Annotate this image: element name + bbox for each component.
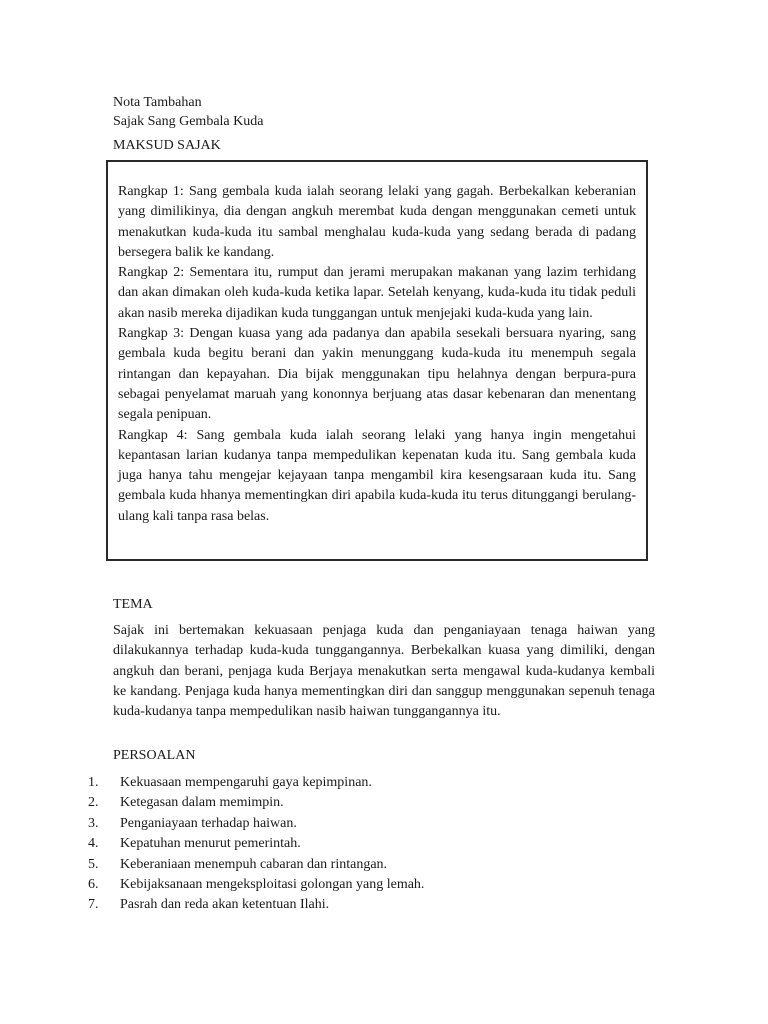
stanza-2-text: Rangkap 2: Sementara itu, rumput dan jerami merupakan makanan yang lazim terhidang dan akan dimakan oleh kuda-kuda ketika lapar. Setelah kenyang, kuda-kuda itu tidak peduli akan nasib mereka dijadikan kuda tunggangan untuk menjejaki kuda-kuda yang lain.	[118, 265, 636, 321]
list-item-number: 2.	[88, 795, 99, 811]
tema-text: Sajak ini bertemakan kekuasaan penjaga kuda dan penganiayaan tenaga haiwan yang dilakukannya terhadap kuda-kuda tunggangannya. Berbekalkan kuasa yang dimiliki, dengan angkuh dan berani, penjaga kuda Berjaya menakutkan serta mengawal kuda-kudanya kembali ke kandang. Penjaga kuda hanya mementingkan diri dan sanggup menggunakan sepenuh tenaga kuda-kudanya tanpa mempedulikan nasib haiwan tunggangannya itu.	[113, 623, 655, 720]
persoalan-heading: PERSOALAN	[113, 748, 196, 763]
list-item	[88, 875, 424, 895]
stanza-3-text: Rangkap 3: Dengan kuasa yang ada padanya dan apabila sesekali bersuara nyaring, sang gembala kuda begitu berani dan yakin menunggang kuda-kuda itu menempuh segala rintangan dan kepayahan. Dia bijak menggunakan tipu helahnya dengan berpura-pura sebagai penyelamat maruah yang kononnya berjuang atas dasar kebenaran dan menentang segala penipuan.	[118, 326, 636, 423]
tema-heading: TEMA	[113, 597, 153, 612]
maksud-box	[106, 160, 648, 561]
list-item	[88, 793, 424, 813]
list-item-text: Kekuasaan mempengaruhi gaya kepimpinan.	[120, 775, 372, 790]
list-item-number: 6.	[88, 877, 99, 893]
persoalan-list	[88, 773, 424, 916]
stanza-4-text: Rangkap 4: Sang gembala kuda ialah seorang lelaki yang hanya ingin mengetahui kepantasan larian kudanya tanpa mempedulikan kepenatan kuda itu. Sang gembala kuda juga hanya tahu mengejar kejayaan tanpa mengambil kira kesengsaraan kuda itu. Sang gembala kuda hhanya mementingkan diri apabila kuda-kuda itu terus ditunggangi berulang-ulang kali tanpa rasa belas.	[118, 427, 636, 524]
list-item-number: 4.	[88, 836, 99, 852]
list-item	[88, 773, 424, 793]
list-item-text: Kepatuhan menurut pemerintah.	[120, 836, 301, 852]
list-item-text: Ketegasan dalam memimpin.	[120, 795, 284, 811]
list-item-text: Keberaniaan menempuh cabaran dan rintangan.	[120, 856, 388, 872]
list-item-number: 7.	[88, 897, 99, 913]
list-item	[88, 895, 424, 915]
list-item-number: 1.	[88, 775, 99, 790]
list-item-number: 5.	[88, 856, 99, 872]
list-item	[88, 814, 424, 834]
note-title: Nota Tambahan	[113, 95, 202, 110]
stanza-1-text: Rangkap 1: Sang gembala kuda ialah seorang lelaki yang gagah. Berbekalkan keberanian yang dimilikinya, dia dengan angkuh merembat kuda dengan menggunakan cemeti untuk menakutkan kuda-kuda itu sambal menghalau kuda-kuda yang sedang berada di padang bersegera balik ke kandang.	[118, 184, 636, 260]
list-item-text: Kebijaksanaan mengeksploitasi golongan yang lemah.	[120, 877, 425, 893]
list-item	[88, 834, 424, 854]
maksud-heading: MAKSUD SAJAK	[113, 138, 221, 153]
poem-title: Sajak Sang Gembala Kuda	[113, 114, 264, 129]
list-item-number: 3.	[88, 815, 99, 831]
list-item	[88, 855, 424, 875]
list-item-text: Pasrah dan reda akan ketentuan Ilahi.	[120, 897, 330, 913]
list-item-text: Penganiayaan terhadap haiwan.	[120, 815, 297, 831]
